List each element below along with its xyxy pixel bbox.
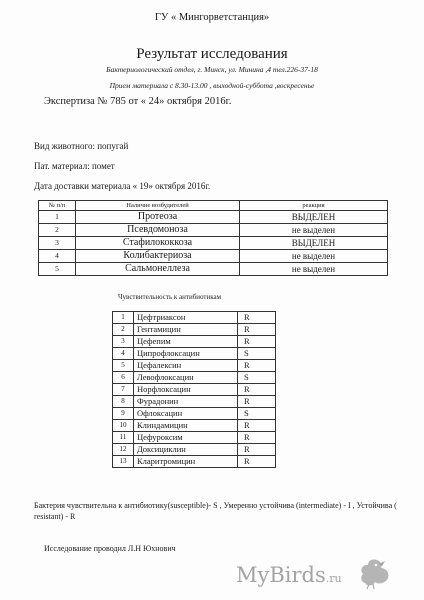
antibiotic-name: Левофлоксацин [134,372,238,384]
reaction-value: не выделен [240,224,388,237]
reaction-value: ВЫДЕЛЕН [240,211,388,224]
antibiotic-name: Норфлоксацин [134,384,238,396]
row-number: 6 [113,372,134,384]
row-number: 1 [113,312,134,324]
row-number: 12 [113,444,134,456]
row-number: 8 [113,396,134,408]
antibiotic-name: Фурадонин [134,396,238,408]
row-number: 1 [39,211,76,224]
sensitivity-result: R [238,360,276,372]
row-number: 2 [113,324,134,336]
antibiotic-name: Цефтриаксон [134,312,238,324]
animal-species: Вид животного: попугай [34,141,129,151]
table-row [113,420,276,432]
table-row [39,224,388,237]
antibiotic-name: Ципрофлоксацин [134,348,238,360]
department-address: Бактериологический отдел, г. Минск, ул. Минина ,4 тел.226-37-18 [106,65,318,74]
table-row [39,250,388,263]
delivery-date: Дата доставки материала « 19» октября 2016г. [34,181,211,191]
reaction-value: не выделен [240,250,388,263]
row-number: 4 [39,250,76,263]
row-number: 10 [113,420,134,432]
table-row [39,211,388,224]
header-reaction: реакция [240,201,388,211]
header-pathogen: Наличие возбудителей [76,201,240,211]
antibiotic-name: Кларитромицин [134,456,238,468]
sensitivity-result: R [238,312,276,324]
antibiotic-name: Цефалексин [134,360,238,372]
pathogen-name: Псевдомоноза [76,224,240,237]
antibiotic-sensitivity-table [112,311,276,468]
researcher-signature-line: Исследование проводил Л.Н Юхнович [44,544,176,553]
reaction-value: ВЫДЕЛЕН [240,237,388,250]
row-number: 7 [113,384,134,396]
reception-hours: Прием материала с 8.30-13.00 , выходной-суббота ,воскресенье [109,81,315,90]
watermark-text: MyBirds [236,563,326,587]
row-number: 3 [113,336,134,348]
row-number: 11 [113,432,134,444]
antibiotic-sensitivity-title: Чувствительность к антибиотикам [118,293,222,301]
table-row [113,360,276,372]
table-row [113,384,276,396]
table-row [113,444,276,456]
sensitivity-result: S [238,348,276,360]
expertise-number: Экспертиза № 785 от « 24» октября 2016г. [44,96,232,107]
antibiotic-name: Гентамицин [134,324,238,336]
sensitivity-result: R [238,384,276,396]
reaction-value: не выделен [240,263,388,276]
table-row [113,336,276,348]
sensitivity-result: R [238,336,276,348]
sensitivity-result: R [238,456,276,468]
pathogen-results-table [38,200,388,276]
row-number: 9 [113,408,134,420]
sensitivity-legend: Бактерия чувствительна к антибиотику(susceptible)- S , Умеренно устойчива (intermediate) - I , Устойчива ( resistant) - R [34,501,397,521]
site-watermark [236,563,342,587]
row-number: 5 [39,263,76,276]
antibiotic-name: Цефуроксим [134,432,238,444]
antibiotic-name: Клиндамицин [134,420,238,432]
pathogen-name: Колибактериоза [76,250,240,263]
sensitivity-result: R [238,420,276,432]
table-row [113,324,276,336]
pathological-material: Пат. материал: помет [34,161,115,171]
row-number: 5 [113,360,134,372]
pathogen-name: Протеоза [76,211,240,224]
table-row [113,408,276,420]
antibiotic-name: Доксициклин [134,444,238,456]
header-number: № п/п [39,201,76,211]
sensitivity-result: S [238,408,276,420]
antibiotic-name: Офлоксацин [134,408,238,420]
table-row [39,263,388,276]
watermark-suffix: .ru [325,572,342,585]
row-number: 4 [113,348,134,360]
table-row [113,456,276,468]
table-row [113,312,276,324]
pathogen-name: Стафилококкоза [76,237,240,250]
sensitivity-result: R [238,444,276,456]
sensitivity-result: R [238,432,276,444]
report-title: Результат исследования [136,46,288,62]
sensitivity-result: R [238,324,276,336]
antibiotic-name: Цефепим [134,336,238,348]
row-number: 3 [39,237,76,250]
organization-name: ГУ « Мингорветстанция» [154,12,270,23]
table-row [113,372,276,384]
table-row [113,348,276,360]
results-header-row [39,201,388,211]
row-number: 13 [113,456,134,468]
row-number: 2 [39,224,76,237]
bird-logo-icon [343,556,405,590]
table-row [39,237,388,250]
sensitivity-result: R [238,396,276,408]
sensitivity-result: S [238,372,276,384]
pathogen-name: Сальмонеллеза [76,263,240,276]
table-row [113,432,276,444]
table-row [113,396,276,408]
